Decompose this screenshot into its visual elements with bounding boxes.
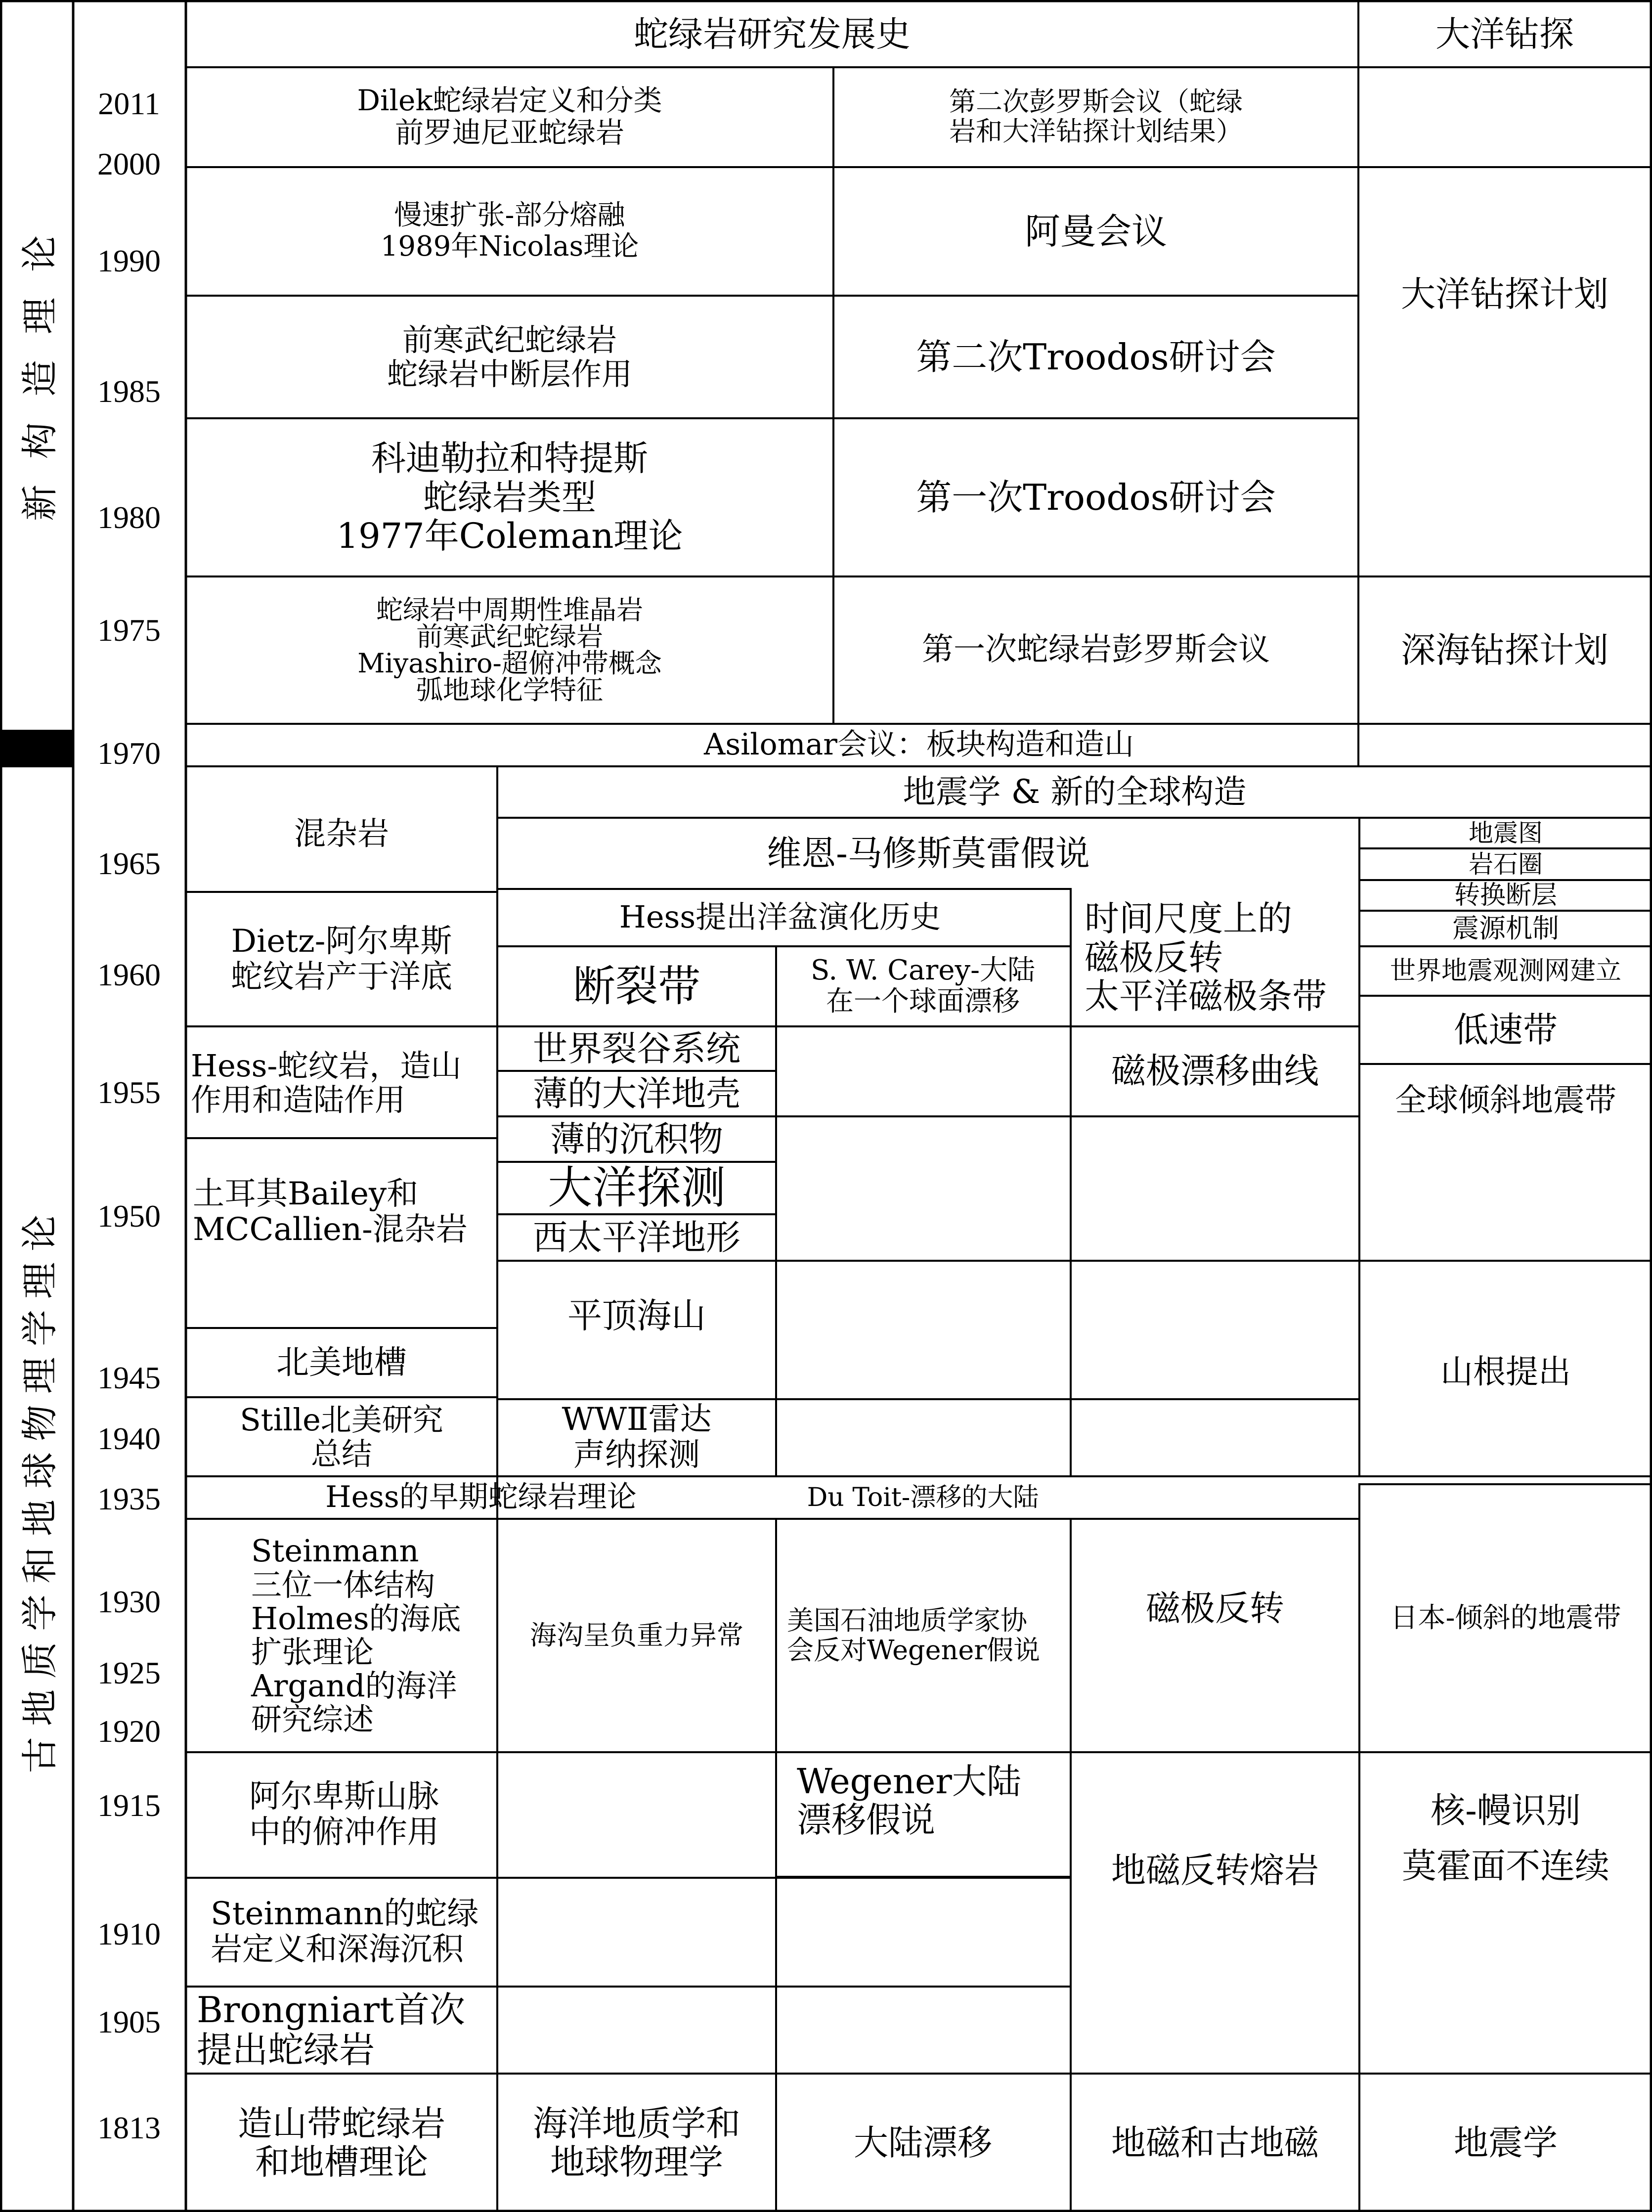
cell-thin-sediments: 薄的沉积物 <box>550 1118 723 1159</box>
year-label: 1910 <box>97 1916 161 1951</box>
cell-na-geosyncline: 北美地槽 <box>276 1343 407 1382</box>
year-label: 1915 <box>97 1788 161 1823</box>
cell-japan-dipping: 日本-倾斜的地震带 <box>1390 1601 1621 1634</box>
cell-lithosphere: 岩石圈 <box>1469 850 1543 879</box>
cell-apw-curve: 磁极漂移曲线 <box>1111 1050 1319 1091</box>
year-label: 1813 <box>97 2110 161 2145</box>
cell-guyots: 平顶海山 <box>567 1295 706 1336</box>
cell-low-velocity-zone: 低速带 <box>1454 1009 1558 1050</box>
cell-ocean-exploration: 大洋探测 <box>548 1163 726 1213</box>
cell-global-dipping-seismic: 全球倾斜地震带 <box>1395 1082 1616 1119</box>
year-label: 2000 <box>97 146 161 181</box>
cell-marine-geology: 海洋地质学和 地球物理学 <box>533 2103 740 2182</box>
core-mantle-text: 核-幔识别 <box>1431 1790 1581 1831</box>
cell-trench-gravity: 海沟呈负重力异常 <box>530 1619 743 1651</box>
cell-seismology: 地震学 <box>1454 2122 1558 2163</box>
year-label: 1975 <box>97 613 161 648</box>
cell-dilek: Dilek蛇绿岩定义和分类 前罗迪尼亚蛇绿岩 <box>357 84 662 149</box>
year-label: 1960 <box>97 957 161 992</box>
year-label: 1950 <box>97 1198 161 1234</box>
cell-polarity-reversal: 磁极反转 <box>1146 1588 1284 1629</box>
cell-steinmann-definition: Steinmann的蛇绿 岩定义和深海沉积 <box>211 1896 479 1968</box>
era-palaeo-geophysical-label: 古地质学和地球物理学理论 <box>19 1204 61 1773</box>
cell-mountain-roots: 山根提出 <box>1440 1353 1571 1391</box>
cell-hess-serpentinite: Hess-蛇纹岩，造山 作用和造陆作用 <box>191 1047 462 1118</box>
year-label: 1940 <box>97 1421 161 1456</box>
cell-orogenic-geosyncline: 造山带蛇绿岩 和地槽理论 <box>238 2103 445 2182</box>
header-ocean-drilling: 大洋钻探 <box>1435 13 1574 54</box>
header-ophiolite-history: 蛇绿岩研究发展史 <box>634 13 911 54</box>
cell-bailey: 土耳其Bailey和 MCCallien-混杂岩 <box>193 1176 468 1248</box>
cell-wegener: Wegener大陆 漂移假说 <box>797 1761 1021 1841</box>
year-label: 1930 <box>97 1584 161 1619</box>
year-label: 1925 <box>97 1655 161 1690</box>
year-label: 1955 <box>97 1075 161 1110</box>
era-neotectonic-label: 新构造理论 <box>19 210 61 521</box>
cell-polarity-timescale: 时间尺度上的 磁极反转 太平洋磁极条带 <box>1085 898 1327 1017</box>
cell-core-mantle-moho <box>1360 1753 1651 1988</box>
cell-coleman: 科迪勒拉和特提斯 蛇绿岩类型 1977年Coleman理论 <box>336 438 683 557</box>
era-neotectonic <box>2 2 72 729</box>
cell-brongniart: Brongniart首次 提出蛇绿岩 <box>197 1989 465 2071</box>
cell-cyclic-cumulates: 蛇绿岩中周期性堆晶岩 前寒武纪蛇绿岩 Miyashiro-超俯冲带概念 弧地球化学特征 <box>357 594 662 706</box>
cell-geomagnetism: 地磁和古地磁 <box>1111 2122 1319 2163</box>
year-label: 1905 <box>97 2004 161 2039</box>
cell-thin-crust: 薄的大洋地壳 <box>533 1073 740 1114</box>
cell-penrose1: 第一次蛇绿岩彭罗斯会议 <box>922 631 1270 668</box>
year-label: 1935 <box>97 1481 161 1516</box>
era-divider-bar <box>1 730 73 767</box>
cell-odp: 大洋钻探计划 <box>1401 274 1609 314</box>
cell-dsdp: 深海钻探计划 <box>1401 629 1609 670</box>
cell-seismology-new-tectonics: 地震学 & 新的全球构造 <box>903 773 1247 811</box>
cell-fracture-zone: 断裂带 <box>573 961 700 1011</box>
year-label: 1985 <box>97 374 161 409</box>
cell-radar-sonar: WWⅡ雷达 声纳探测 <box>562 1401 712 1473</box>
cell-transform-fault: 转换断层 <box>1454 881 1557 910</box>
cell-seismogram: 地震图 <box>1469 819 1543 847</box>
year-label: 1965 <box>97 846 161 881</box>
cell-slow-spreading: 慢速扩张-部分熔融 1989年Nicolas理论 <box>380 199 639 263</box>
cell-dietz: Dietz-阿尔卑斯 蛇纹岩产于洋底 <box>231 923 452 995</box>
year-label: 1920 <box>97 1714 161 1749</box>
cell-alps-subduction: 阿尔卑斯山脉 中的俯冲作用 <box>249 1778 439 1851</box>
cell-aapg: 美国石油地质学家协 会反对Wegener假说 <box>787 1604 1041 1666</box>
cell-troodos1: 第一次Troodos研讨会 <box>916 476 1276 518</box>
cell-troodos2: 第二次Troodos研讨会 <box>916 336 1276 378</box>
cell-west-pacific: 西太平洋地形 <box>533 1217 740 1258</box>
cell-hess-ocean-basin: Hess提出洋盆演化历史 <box>619 899 941 935</box>
era-palaeo-geophysical <box>2 767 72 2210</box>
cell-reversed-lavas: 地磁反转熔岩 <box>1111 1850 1319 1891</box>
cell-steinmann-trinity: Steinmann 三位一体结构 Holmes的海底 扩张理论 Argand的海洋 研究综述 <box>251 1533 461 1738</box>
cell-melange-1965: 混杂岩 <box>294 816 389 852</box>
cell-vine-matthews: 维恩-马修斯莫雷假说 <box>767 833 1090 874</box>
cell-continental-drift: 大陆漂移 <box>854 2122 992 2163</box>
cell-penrose2: 第二次彭罗斯会议（蛇绿 岩和大洋钻探计划结果） <box>949 86 1243 147</box>
cell-hess-early: Hess的早期蛇绿岩理论 <box>325 1480 637 1515</box>
cell-wwssn: 世界地震观测网建立 <box>1390 956 1621 986</box>
cell-precambrian-faulting: 前寒武纪蛇绿岩 蛇绿岩中断层作用 <box>387 321 632 392</box>
moho-text: 莫霍面不连续 <box>1402 1846 1609 1886</box>
cell-stille: Stille北美研究 总结 <box>240 1401 443 1472</box>
year-label: 1970 <box>97 736 161 771</box>
year-label: 1990 <box>97 243 161 278</box>
year-label: 1980 <box>97 500 161 535</box>
year-label: 2011 <box>98 86 160 121</box>
year-label: 1945 <box>97 1360 161 1395</box>
cell-asilomar: Asilomar会议：板块构造和造山 <box>704 727 1134 762</box>
cell-oman: 阿曼会议 <box>1024 210 1167 252</box>
cell-world-rift: 世界裂谷系统 <box>533 1028 740 1069</box>
cell-focal-mechanism: 震源机制 <box>1452 912 1559 944</box>
cell-carey: S. W. Carey-大陆 在一个球面漂移 <box>810 954 1036 1018</box>
cell-du-toit: Du Toit-漂移的大陆 <box>807 1482 1039 1512</box>
